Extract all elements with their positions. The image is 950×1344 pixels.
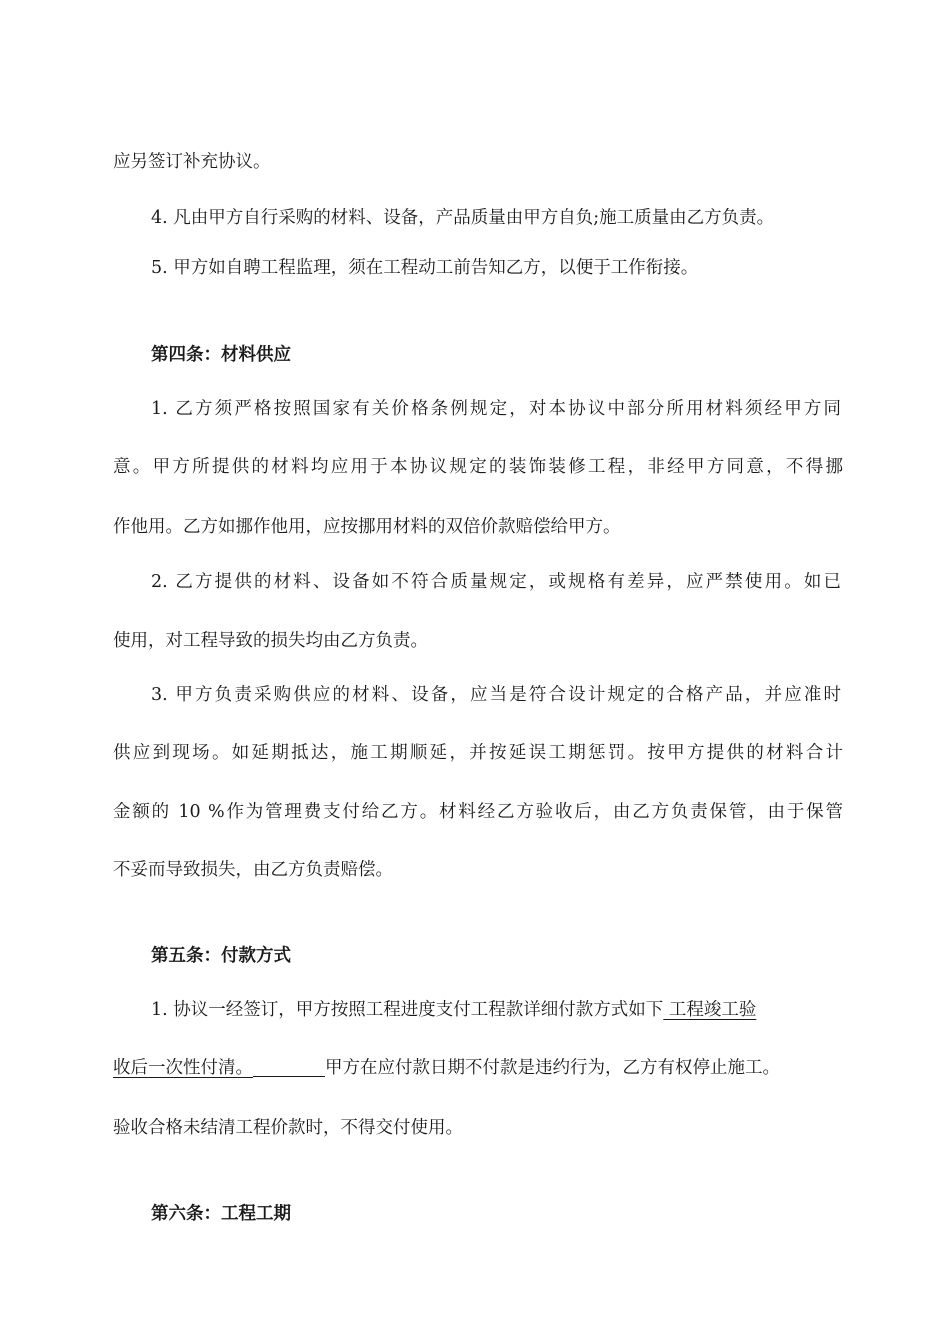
paragraph-line: 使用，对工程导致的损失均由乙方负责。 xyxy=(113,631,428,651)
clause-text: 甲方在应付款日期不付款是违约行为，乙方有权停止施工。 xyxy=(325,1058,780,1078)
paragraph-line: 意。甲方所提供的材料均应用于本协议规定的装饰装修工程，非经甲方同意，不得挪 xyxy=(113,457,843,477)
paragraph-line: 不妥而导致损失，由乙方负责赔偿。 xyxy=(113,860,393,880)
paragraph-line: 作他用。乙方如挪作他用，应按挪用材料的双倍价款赔偿给甲方。 xyxy=(113,517,621,537)
blank-underline xyxy=(253,1074,325,1077)
clause-line: 1. 乙方须严格按照国家有关价格条例规定，对本协议中部分所用材料须经甲方同 xyxy=(151,399,841,419)
clause-line: 2. 乙方提供的材料、设备如不符合质量规定，或规格有差异，应严禁使用。如已 xyxy=(151,572,841,592)
paragraph-line xyxy=(113,1056,843,1080)
clause-text: 1. 协议一经签订，甲方按照工程进度支付工程款详细付款方式如下 xyxy=(151,1000,664,1020)
clause-line xyxy=(151,998,841,1022)
paragraph-line: 验收合格未结清工程价款时，不得交付使用。 xyxy=(113,1118,463,1138)
paragraph-line: 供应到现场。如延期抵达，施工期顺延，并按延误工期惩罚。按甲方提供的材料合计 xyxy=(113,743,843,763)
payment-method-underlined: 收后一次性付清。 xyxy=(113,1058,253,1078)
clause-line: 3. 甲方负责采购供应的材料、设备，应当是符合设计规定的合格产品，并应准时 xyxy=(151,685,841,705)
section-heading-5: 第五条：付款方式 xyxy=(151,946,291,966)
paragraph-line: 金额的 10 %作为管理费支付给乙方。材料经乙方验收后，由乙方负责保管，由于保管 xyxy=(113,802,843,822)
clause-line: 5. 甲方如自聘工程监理，须在工程动工前告知乙方，以便于工作衔接。 xyxy=(151,258,699,278)
section-heading-4: 第四条：材料供应 xyxy=(151,345,291,365)
payment-method-underlined: 工程竣工验 xyxy=(663,1000,757,1020)
paragraph-line: 应另签订补充协议。 xyxy=(113,152,271,172)
clause-line: 4. 凡由甲方自行采购的材料、设备，产品质量由甲方自负;施工质量由乙方负责。 xyxy=(151,208,775,228)
section-heading-6: 第六条：工程工期 xyxy=(151,1204,291,1224)
